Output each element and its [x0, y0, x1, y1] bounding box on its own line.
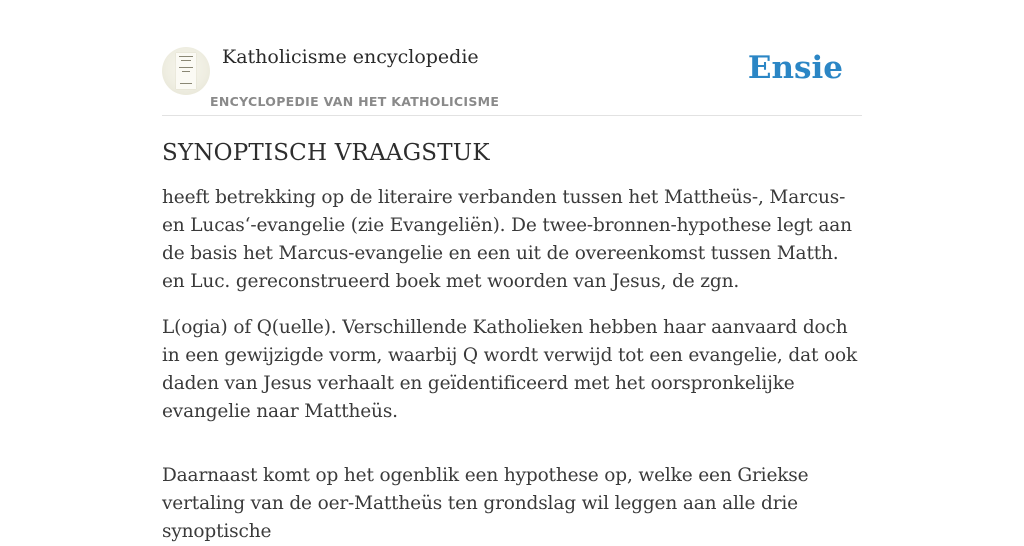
- header: [162, 44, 862, 116]
- article: [162, 116, 862, 546]
- ensie-logo-link[interactable]: Ensie: [747, 50, 843, 86]
- cover-line: [179, 67, 193, 68]
- article-paragraph: heeft betrekking op de literaire verbanden tussen het Mattheüs-, Marcus- en Lucas‘-evangelie (zie Evangeliën). De twee-bronnen-hypothese legt aan de basis het Marcus-evangelie en een uit de overeenkomst tussen Matth. en Luc. gereconstrueerd boek met woorden van Jesus, de zgn.: [162, 187, 852, 292]
- book-cover-page: [176, 53, 196, 89]
- book-subtitle: ENCYCLOPEDIE VAN HET KATHOLICISME: [210, 94, 500, 109]
- article-paragraph: L(ogia) of Q(uelle). Verschillende Katholieken hebben haar aanvaard doch in een gewijzigde vorm, waarbij Q wordt verwijd tot een evangelie, dat ook daden van Jesus verhaalt en geïdentificeerd met het oorspronkelijke evangelie naar Mattheüs.: [162, 317, 858, 422]
- article-paragraph: Daarnaast komt op het ogenblik een hypothese op, welke een Griekse vertaling van de oer-Mattheüs ten grondslag wil leggen aan alle drie synoptische: [162, 465, 809, 542]
- article-title: SYNOPTISCH VRAAGSTUK: [162, 140, 490, 166]
- cover-line: [181, 60, 191, 61]
- book-title-link[interactable]: Katholicisme encyclopedie: [222, 46, 479, 68]
- cover-line: [180, 83, 192, 84]
- book-cover-icon[interactable]: [162, 47, 210, 95]
- page: [162, 0, 862, 546]
- cover-line: [182, 71, 190, 72]
- cover-line: [179, 56, 193, 57]
